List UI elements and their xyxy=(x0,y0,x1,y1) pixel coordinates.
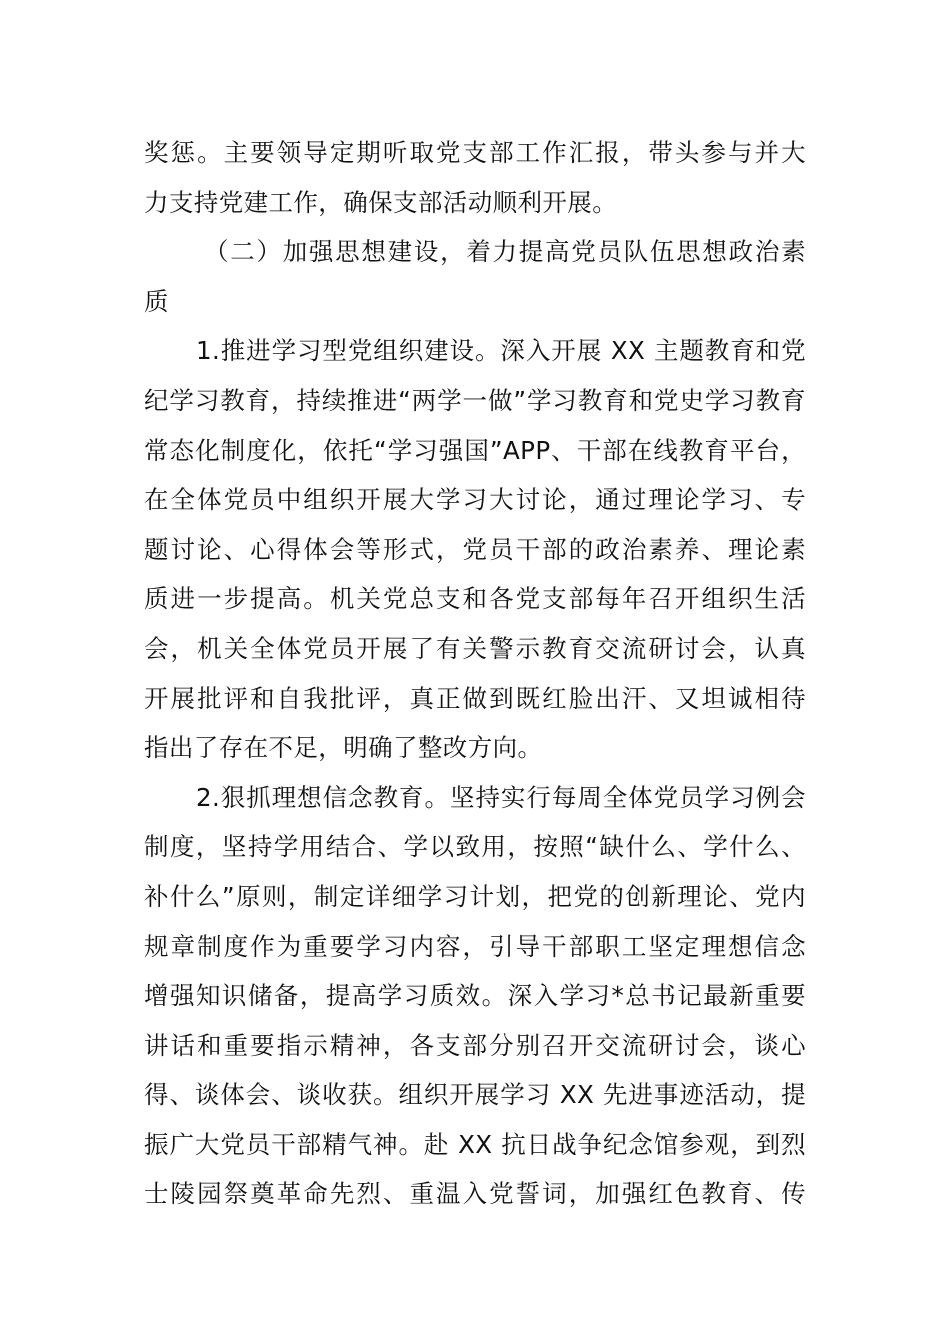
text-line: 制度，坚持学用结合、学以致用，按照“缺什么、学什么、 xyxy=(144,832,806,862)
text-line: 讲话和重要指示精神，各支部分别召开交流研讨会，谈心 xyxy=(144,1030,806,1060)
text-line: 开展批评和自我批评，真正做到既红脸出汗、又坦诚相待 xyxy=(144,683,806,713)
text-line: 力支持党建工作，确保支部活动顺利开展。 xyxy=(144,187,618,217)
paragraph-1-start: 1.推进学习型党组织建设。深入开展 XX 主题教育和党 xyxy=(196,336,806,366)
text-line: 质进一步提高。机关党总支和各党支部每年召开组织生活 xyxy=(144,584,806,614)
text-line: 奖惩。主要领导定期听取党支部工作汇报，带头参与并大 xyxy=(144,138,806,167)
text-line: 振广大党员干部精气神。赴 XX 抗日战争纪念馆参观，到烈 xyxy=(144,1129,806,1159)
document-body xyxy=(144,128,806,1219)
text-line: 在全体党员中组织开展大学习大讨论，通过理论学习、专 xyxy=(144,485,806,515)
text-line: 常态化制度化，依托“学习强国”APP、干部在线教育平台， xyxy=(144,435,806,465)
section-heading-continuation: 质 xyxy=(144,286,169,316)
text-line: 增强知识储备，提高学习质效。深入学习*总书记最新重要 xyxy=(144,981,806,1011)
text-line: 规章制度作为重要学习内容，引导干部职工坚定理想信念 xyxy=(144,931,806,961)
paragraph-2-start: 2.狠抓理想信念教育。坚持实行每周全体党员学习例会 xyxy=(196,782,806,812)
text-line: 士陵园祭奠革命先烈、重温入党誓词，加强红色教育、传 xyxy=(144,1179,806,1209)
section-heading: （二）加强思想建设，着力提高党员队伍思想政治素 xyxy=(204,237,806,267)
text-line: 纪学习教育，持续推进“两学一做”学习教育和党史学习教育 xyxy=(144,385,806,415)
text-line: 题讨论、心得体会等形式，党员干部的政治素养、理论素 xyxy=(144,534,806,564)
text-line: 补什么”原则，制定详细学习计划，把党的创新理论、党内 xyxy=(144,881,806,911)
text-line: 会，机关全体党员开展了有关警示教育交流研讨会，认真 xyxy=(144,633,806,663)
text-line: 指出了存在不足，明确了整改方向。 xyxy=(144,733,543,763)
text-line: 得、谈体会、谈收获。组织开展学习 XX 先进事迹活动，提 xyxy=(144,1080,806,1110)
